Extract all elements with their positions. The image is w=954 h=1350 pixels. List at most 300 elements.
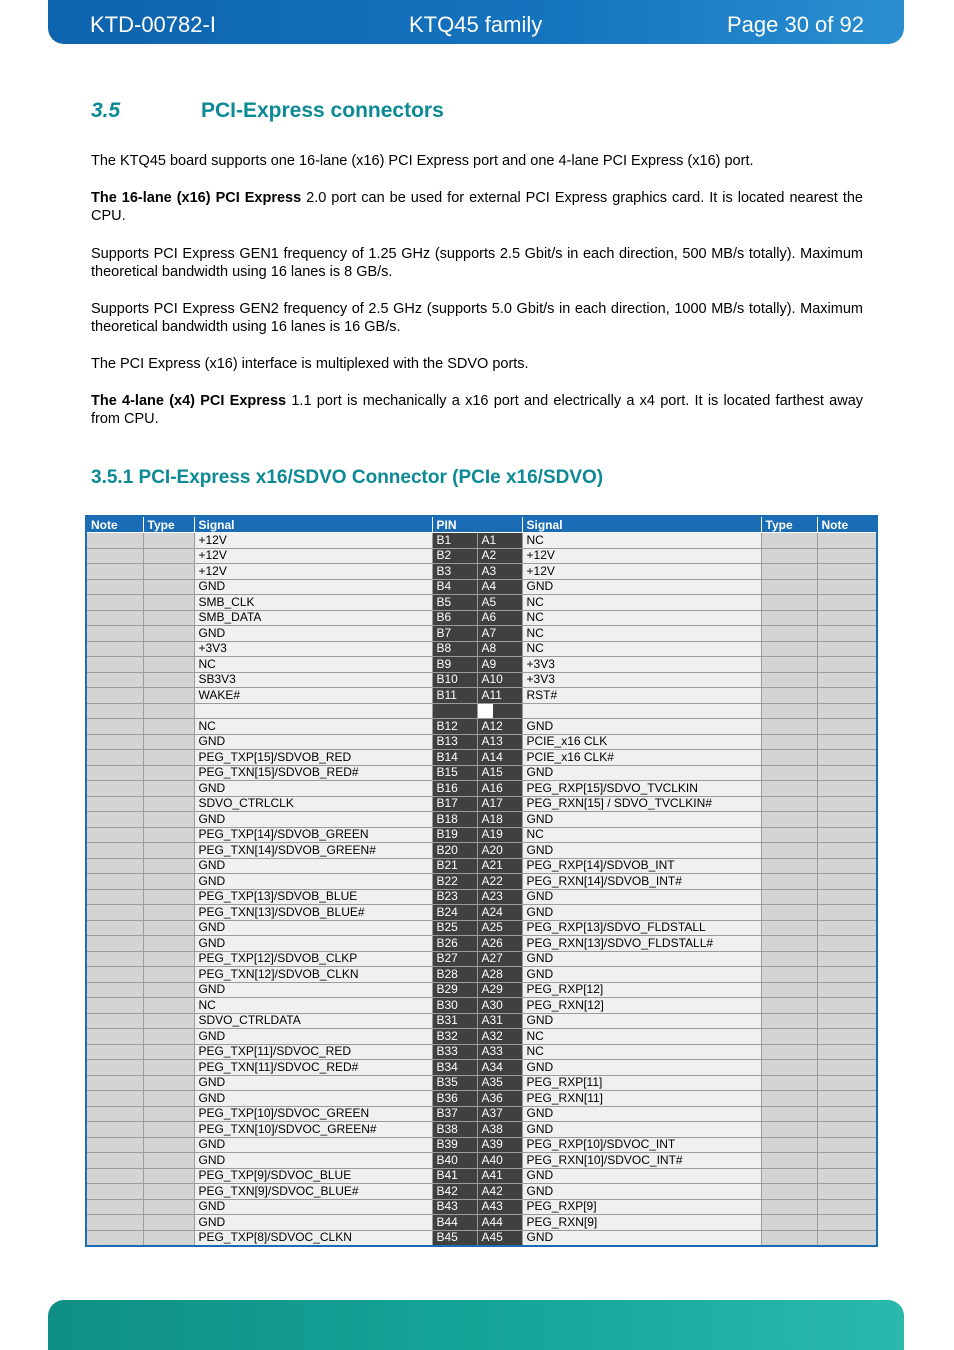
- type-left-cell: [143, 548, 194, 564]
- pin-a-cell: A12: [477, 719, 522, 735]
- signal-a-cell: GND: [522, 1122, 761, 1138]
- table-row: [86, 564, 877, 580]
- table-row: [86, 750, 877, 766]
- type-left-cell: [143, 564, 194, 580]
- paragraph-multiplex: The PCI Express (x16) interface is multiplexed with the SDVO ports.: [91, 356, 529, 372]
- type-right-cell: [761, 1199, 817, 1215]
- type-right-cell: [761, 951, 817, 967]
- note-left-cell: [86, 672, 143, 688]
- signal-a-cell: GND: [522, 1106, 761, 1122]
- pin-b-cell: B4: [432, 579, 477, 595]
- note-right-cell: [817, 998, 877, 1014]
- note-right-cell: [817, 905, 877, 921]
- note-right-cell: [817, 1215, 877, 1231]
- pin-b-cell: B3: [432, 564, 477, 580]
- table-row: [86, 905, 877, 921]
- signal-b-cell: PEG_TXP[12]/SDVOB_CLKP: [194, 951, 432, 967]
- document-id: KTD-00782-I: [90, 12, 216, 37]
- pin-a-cell: A30: [477, 998, 522, 1014]
- type-right-cell: [761, 812, 817, 828]
- note-right-cell: [817, 1137, 877, 1153]
- type-right-cell: [761, 610, 817, 626]
- pin-b-cell: B17: [432, 796, 477, 812]
- type-right-cell: [761, 703, 817, 719]
- pin-b-cell: B20: [432, 843, 477, 859]
- note-left-cell: [86, 1153, 143, 1169]
- signal-a-cell: NC: [522, 533, 761, 549]
- note-left-cell: [86, 626, 143, 642]
- note-right-cell: [817, 533, 877, 549]
- note-right-cell: [817, 703, 877, 719]
- type-left-cell: [143, 533, 194, 549]
- note-left-cell: [86, 595, 143, 611]
- type-left-cell: [143, 781, 194, 797]
- table-row: [86, 595, 877, 611]
- type-left-cell: [143, 734, 194, 750]
- pin-a-cell: A9: [477, 657, 522, 673]
- note-right-cell: [817, 967, 877, 983]
- table-row: [86, 1184, 877, 1200]
- note-left-cell: [86, 1184, 143, 1200]
- pin-b-cell: B40: [432, 1153, 477, 1169]
- note-left-cell: [86, 719, 143, 735]
- signal-a-cell: PEG_RXP[11]: [522, 1075, 761, 1091]
- type-right-cell: [761, 1122, 817, 1138]
- note-right-cell: [817, 1013, 877, 1029]
- note-left-cell: [86, 874, 143, 890]
- pin-a-cell: A42: [477, 1184, 522, 1200]
- pin-b-cell: B21: [432, 858, 477, 874]
- signal-b-cell: SMB_DATA: [194, 610, 432, 626]
- subsection-heading: 3.5.1 PCI-Express x16/SDVO Connector (PCIe x16/SDVO): [91, 467, 604, 488]
- note-right-cell: [817, 750, 877, 766]
- note-left-cell: [86, 920, 143, 936]
- paragraph-x16: [91, 189, 863, 225]
- pin-a-cell: A17: [477, 796, 522, 812]
- note-left-cell: [86, 1122, 143, 1138]
- note-left-cell: [86, 1199, 143, 1215]
- note-left-cell: [86, 1091, 143, 1107]
- note-left-cell: [86, 564, 143, 580]
- note-left-cell: [86, 641, 143, 657]
- type-right-cell: [761, 672, 817, 688]
- signal-a-cell: PCIE_x16 CLK: [522, 734, 761, 750]
- type-right-cell: [761, 982, 817, 998]
- paragraph-x4: [91, 392, 863, 428]
- table-row: [86, 1106, 877, 1122]
- type-left-cell: [143, 1168, 194, 1184]
- signal-a-cell: PEG_RXP[10]/SDVOC_INT: [522, 1137, 761, 1153]
- type-right-cell: [761, 1215, 817, 1231]
- note-right-cell: [817, 1184, 877, 1200]
- signal-b-cell: NC: [194, 719, 432, 735]
- table-row: [86, 703, 877, 719]
- table-row: [86, 1122, 877, 1138]
- note-left-cell: [86, 998, 143, 1014]
- table-row: [86, 1137, 877, 1153]
- signal-a-cell: NC: [522, 827, 761, 843]
- note-left-cell: [86, 750, 143, 766]
- note-left-cell: [86, 533, 143, 549]
- pin-a-cell: A1: [477, 533, 522, 549]
- type-left-cell: [143, 1122, 194, 1138]
- pin-a-cell: A26: [477, 936, 522, 952]
- note-left-cell: [86, 1230, 143, 1246]
- type-left-cell: [143, 796, 194, 812]
- table-row: [86, 688, 877, 704]
- pin-a-cell: A10: [477, 672, 522, 688]
- pin-b-cell: B45: [432, 1230, 477, 1246]
- note-left-cell: [86, 1106, 143, 1122]
- pin-a-cell: A41: [477, 1168, 522, 1184]
- pin-a-cell: A8: [477, 641, 522, 657]
- pin-a-cell: A20: [477, 843, 522, 859]
- pin-b-cell: B41: [432, 1168, 477, 1184]
- paragraph-intro: The KTQ45 board supports one 16-lane (x16) PCI Express port and one 4-lane PCI Express (x16) port.: [91, 153, 754, 169]
- signal-a-cell: NC: [522, 1044, 761, 1060]
- type-left-cell: [143, 688, 194, 704]
- header-note-right: Note: [817, 516, 877, 533]
- pin-b-cell: B11: [432, 688, 477, 704]
- table-row: [86, 1091, 877, 1107]
- type-right-cell: [761, 564, 817, 580]
- table-row: [86, 936, 877, 952]
- table-row: [86, 998, 877, 1014]
- type-right-cell: [761, 967, 817, 983]
- signal-a-cell: +3V3: [522, 672, 761, 688]
- table-row: [86, 579, 877, 595]
- note-right-cell: [817, 796, 877, 812]
- signal-b-cell: PEG_TXP[10]/SDVOC_GREEN: [194, 1106, 432, 1122]
- pin-a-cell: A13: [477, 734, 522, 750]
- signal-a-cell: GND: [522, 579, 761, 595]
- note-left-cell: [86, 827, 143, 843]
- table-row: [86, 1060, 877, 1076]
- note-left-cell: [86, 688, 143, 704]
- type-left-cell: [143, 1137, 194, 1153]
- note-right-cell: [817, 595, 877, 611]
- pin-b-cell: B44: [432, 1215, 477, 1231]
- pin-a-cell: A36: [477, 1091, 522, 1107]
- pin-b-cell: B7: [432, 626, 477, 642]
- signal-b-cell: PEG_TXP[14]/SDVOB_GREEN: [194, 827, 432, 843]
- table-row: [86, 796, 877, 812]
- pin-a-cell: A19: [477, 827, 522, 843]
- signal-a-cell: NC: [522, 610, 761, 626]
- signal-b-cell: GND: [194, 982, 432, 998]
- type-left-cell: [143, 874, 194, 890]
- signal-a-cell: GND: [522, 1230, 761, 1246]
- pin-a-cell: A32: [477, 1029, 522, 1045]
- pin-a-cell: A6: [477, 610, 522, 626]
- type-right-cell: [761, 1230, 817, 1246]
- note-right-cell: [817, 548, 877, 564]
- type-right-cell: [761, 1075, 817, 1091]
- table-row: [86, 843, 877, 859]
- note-left-cell: [86, 905, 143, 921]
- table-row: [86, 982, 877, 998]
- pin-b-cell: B36: [432, 1091, 477, 1107]
- pin-a-cell: A44: [477, 1215, 522, 1231]
- table-row: [86, 1168, 877, 1184]
- note-right-cell: [817, 1091, 877, 1107]
- note-right-cell: [817, 920, 877, 936]
- note-right-cell: [817, 843, 877, 859]
- section-number: 3.5: [91, 99, 121, 122]
- header-pin: PIN: [432, 516, 522, 533]
- note-right-cell: [817, 1060, 877, 1076]
- type-right-cell: [761, 796, 817, 812]
- note-right-cell: [817, 688, 877, 704]
- type-left-cell: [143, 579, 194, 595]
- type-left-cell: [143, 1060, 194, 1076]
- signal-a-cell: GND: [522, 719, 761, 735]
- pin-a-cell: A24: [477, 905, 522, 921]
- table-row: [86, 533, 877, 549]
- table-row: [86, 781, 877, 797]
- note-right-cell: [817, 1168, 877, 1184]
- pin-a-cell: A25: [477, 920, 522, 936]
- type-right-cell: [761, 657, 817, 673]
- signal-a-cell: GND: [522, 1184, 761, 1200]
- note-left-cell: [86, 1215, 143, 1231]
- pin-b-cell: B30: [432, 998, 477, 1014]
- table-row: [86, 1199, 877, 1215]
- signal-b-cell: PEG_TXP[11]/SDVOC_RED: [194, 1044, 432, 1060]
- table-row: [86, 1153, 877, 1169]
- note-left-cell: [86, 843, 143, 859]
- note-right-cell: [817, 874, 877, 890]
- signal-b-cell: PEG_TXP[9]/SDVOC_BLUE: [194, 1168, 432, 1184]
- pin-a-cell: A18: [477, 812, 522, 828]
- note-left-cell: [86, 936, 143, 952]
- type-right-cell: [761, 719, 817, 735]
- note-left-cell: [86, 610, 143, 626]
- signal-b-cell: [194, 703, 432, 719]
- header-type-left: Type: [143, 516, 194, 533]
- table-row: [86, 967, 877, 983]
- table-row: [86, 672, 877, 688]
- signal-b-cell: PEG_TXP[8]/SDVOC_CLKN: [194, 1230, 432, 1246]
- signal-a-cell: PEG_RXP[14]/SDVOB_INT: [522, 858, 761, 874]
- note-right-cell: [817, 765, 877, 781]
- note-right-cell: [817, 951, 877, 967]
- note-left-cell: [86, 858, 143, 874]
- pin-a-cell: A3: [477, 564, 522, 580]
- pin-a-cell: A21: [477, 858, 522, 874]
- note-right-cell: [817, 936, 877, 952]
- note-right-cell: [817, 564, 877, 580]
- signal-b-cell: GND: [194, 579, 432, 595]
- type-right-cell: [761, 1153, 817, 1169]
- type-left-cell: [143, 998, 194, 1014]
- type-right-cell: [761, 1106, 817, 1122]
- signal-a-cell: GND: [522, 1013, 761, 1029]
- type-right-cell: [761, 548, 817, 564]
- signal-b-cell: +3V3: [194, 641, 432, 657]
- signal-a-cell: PEG_RXN[10]/SDVOC_INT#: [522, 1153, 761, 1169]
- signal-a-cell: GND: [522, 843, 761, 859]
- note-left-cell: [86, 1060, 143, 1076]
- signal-b-cell: GND: [194, 1091, 432, 1107]
- signal-b-cell: +12V: [194, 564, 432, 580]
- type-left-cell: [143, 1215, 194, 1231]
- note-left-cell: [86, 579, 143, 595]
- signal-a-cell: +3V3: [522, 657, 761, 673]
- table-row: [86, 1029, 877, 1045]
- type-left-cell: [143, 967, 194, 983]
- table-row: [86, 1230, 877, 1246]
- pin-a-cell: A27: [477, 951, 522, 967]
- signal-a-cell: GND: [522, 967, 761, 983]
- signal-b-cell: PEG_TXN[11]/SDVOC_RED#: [194, 1060, 432, 1076]
- type-left-cell: [143, 1230, 194, 1246]
- type-left-cell: [143, 595, 194, 611]
- type-right-cell: [761, 765, 817, 781]
- table-row: [86, 1044, 877, 1060]
- signal-a-cell: GND: [522, 812, 761, 828]
- signal-b-cell: SDVO_CTRLDATA: [194, 1013, 432, 1029]
- type-left-cell: [143, 951, 194, 967]
- signal-b-cell: GND: [194, 781, 432, 797]
- type-right-cell: [761, 1184, 817, 1200]
- note-left-cell: [86, 734, 143, 750]
- note-left-cell: [86, 982, 143, 998]
- pin-b-cell: B43: [432, 1199, 477, 1215]
- signal-a-cell: PEG_RXN[15] / SDVO_TVCLKIN#: [522, 796, 761, 812]
- table-row: [86, 719, 877, 735]
- type-left-cell: [143, 1075, 194, 1091]
- pin-b-cell: [432, 703, 477, 719]
- product-family: KTQ45 family: [409, 12, 543, 37]
- header-signal-left: Signal: [194, 516, 432, 533]
- signal-a-cell: PEG_RXN[12]: [522, 998, 761, 1014]
- type-left-cell: [143, 1044, 194, 1060]
- table-body: [86, 533, 877, 1247]
- page-footer: [48, 1300, 904, 1350]
- table-header-row: [86, 516, 877, 533]
- note-right-cell: [817, 610, 877, 626]
- type-left-cell: [143, 765, 194, 781]
- type-left-cell: [143, 982, 194, 998]
- pin-b-cell: B5: [432, 595, 477, 611]
- type-left-cell: [143, 843, 194, 859]
- type-right-cell: [761, 1168, 817, 1184]
- pin-b-cell: B38: [432, 1122, 477, 1138]
- table-row: [86, 734, 877, 750]
- pin-a-cell: A34: [477, 1060, 522, 1076]
- signal-b-cell: PEG_TXN[9]/SDVOC_BLUE#: [194, 1184, 432, 1200]
- pin-a-cell: A22: [477, 874, 522, 890]
- type-right-cell: [761, 1044, 817, 1060]
- table-row: [86, 626, 877, 642]
- type-right-cell: [761, 750, 817, 766]
- pin-b-cell: B35: [432, 1075, 477, 1091]
- note-left-cell: [86, 765, 143, 781]
- type-left-cell: [143, 1184, 194, 1200]
- type-left-cell: [143, 812, 194, 828]
- section-title: PCI-Express connectors: [201, 99, 444, 122]
- pin-a-cell: A31: [477, 1013, 522, 1029]
- table-row: [86, 610, 877, 626]
- note-left-cell: [86, 796, 143, 812]
- pin-b-cell: B26: [432, 936, 477, 952]
- note-right-cell: [817, 1029, 877, 1045]
- note-right-cell: [817, 827, 877, 843]
- pin-b-cell: B37: [432, 1106, 477, 1122]
- signal-a-cell: GND: [522, 765, 761, 781]
- type-left-cell: [143, 719, 194, 735]
- pin-b-cell: B13: [432, 734, 477, 750]
- type-right-cell: [761, 595, 817, 611]
- signal-b-cell: NC: [194, 998, 432, 1014]
- note-left-cell: [86, 1029, 143, 1045]
- table-row: [86, 1075, 877, 1091]
- pin-b-cell: B42: [432, 1184, 477, 1200]
- pin-a-cell: A35: [477, 1075, 522, 1091]
- signal-a-cell: PEG_RXP[13]/SDVO_FLDSTALL: [522, 920, 761, 936]
- signal-b-cell: NC: [194, 657, 432, 673]
- type-left-cell: [143, 626, 194, 642]
- header-note-left: Note: [86, 516, 143, 533]
- table-row: [86, 858, 877, 874]
- table-row: [86, 889, 877, 905]
- pin-b-cell: B28: [432, 967, 477, 983]
- signal-b-cell: GND: [194, 812, 432, 828]
- note-right-cell: [817, 1075, 877, 1091]
- note-right-cell: [817, 858, 877, 874]
- signal-b-cell: GND: [194, 874, 432, 890]
- type-left-cell: [143, 1153, 194, 1169]
- pin-b-cell: B29: [432, 982, 477, 998]
- type-left-cell: [143, 1199, 194, 1215]
- type-right-cell: [761, 688, 817, 704]
- table-row: [86, 874, 877, 890]
- pin-b-cell: B34: [432, 1060, 477, 1076]
- type-right-cell: [761, 641, 817, 657]
- note-right-cell: [817, 982, 877, 998]
- table-row: [86, 827, 877, 843]
- pin-b-cell: B25: [432, 920, 477, 936]
- paragraph-gen1: Supports PCI Express GEN1 frequency of 1.25 GHz (supports 2.5 Gbit/s in each direction, 500 MB/s totally). Maximum theoretical bandwidth using 16 lanes is 8 GB/s.: [91, 246, 863, 280]
- note-left-cell: [86, 548, 143, 564]
- pin-a-cell: A33: [477, 1044, 522, 1060]
- header-type-right: Type: [761, 516, 817, 533]
- note-left-cell: [86, 1044, 143, 1060]
- signal-a-cell: GND: [522, 951, 761, 967]
- note-right-cell: [817, 812, 877, 828]
- note-right-cell: [817, 626, 877, 642]
- signal-b-cell: GND: [194, 1075, 432, 1091]
- signal-b-cell: GND: [194, 734, 432, 750]
- pin-a-cell: A28: [477, 967, 522, 983]
- pin-b-cell: B39: [432, 1137, 477, 1153]
- signal-a-cell: PEG_RXP[12]: [522, 982, 761, 998]
- signal-b-cell: PEG_TXN[13]/SDVOB_BLUE#: [194, 905, 432, 921]
- note-left-cell: [86, 967, 143, 983]
- pin-a-cell: A37: [477, 1106, 522, 1122]
- signal-b-cell: GND: [194, 1199, 432, 1215]
- type-right-cell: [761, 533, 817, 549]
- type-left-cell: [143, 657, 194, 673]
- table-row: [86, 548, 877, 564]
- pin-a-cell: A39: [477, 1137, 522, 1153]
- pin-a-cell: A15: [477, 765, 522, 781]
- type-right-cell: [761, 1029, 817, 1045]
- type-left-cell: [143, 641, 194, 657]
- note-right-cell: [817, 1106, 877, 1122]
- pin-a-cell: A11: [477, 688, 522, 704]
